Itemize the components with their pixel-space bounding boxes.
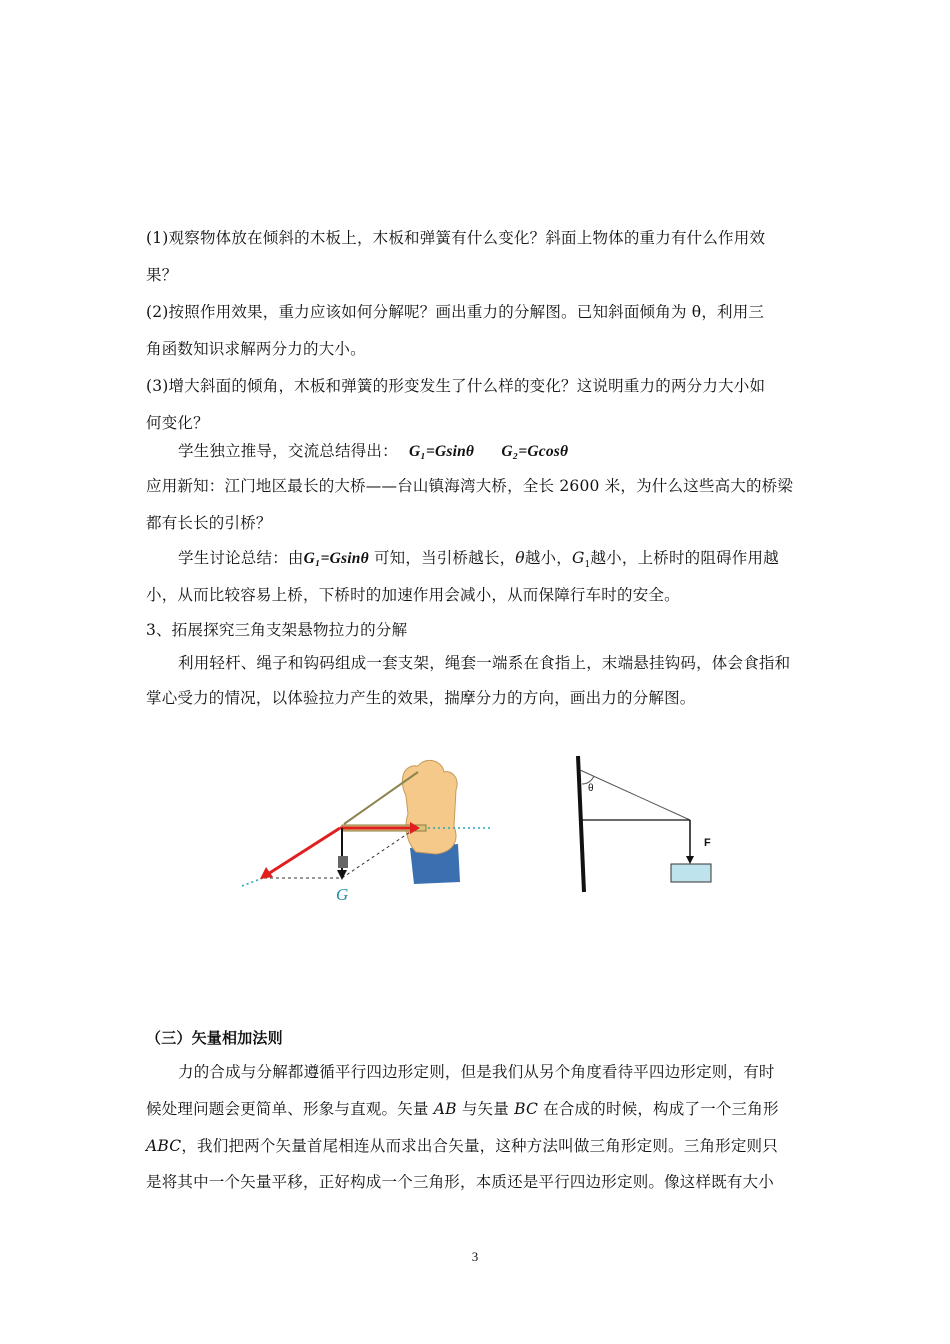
hanging-box [671,864,711,882]
vector-l2-c: 在合成的时候，构成了一个三角形 [538,1100,779,1118]
force-arrowhead [686,856,694,864]
discussion-formula: G₁=Gsinθ [303,550,369,567]
paragraph-q3-line2: 何变化？ [146,414,209,432]
discussion-mid2: 越小， [524,549,572,567]
experiment-line2: 掌心受力的情况，以体验拉力产生的效果，揣摩分力的方向，画出力的分解图。 [146,689,696,707]
vector-paragraph-line1: 力的合成与分解都遵循平行四边形定则，但是我们从另个角度看待平四边形定则，有时 [178,1063,775,1081]
vector-paragraph-line3 [146,1136,810,1156]
g-label: G [336,885,349,904]
application-line2: 都有长长的引桥？ [146,514,272,532]
hook-weight [338,856,348,868]
discussion-tail: 越小，上桥时的阻碍作用越 [590,549,779,567]
discussion-prefix: 学生讨论总结：由 [178,549,304,567]
formula-g2: G₂=Gcosθ [501,443,569,460]
paragraph-q1-line2: 果？ [146,266,178,284]
wall-bracket-figure [568,754,728,898]
vector-abc: ABC [146,1137,182,1155]
discussion-g: G [571,549,585,567]
dashed-diagonal [342,828,416,878]
paragraph-q2-line2: 角函数知识求解两分力的大小。 [146,340,366,358]
section-3-title: 3、拓展探究三角支架悬物拉力的分解 [146,621,408,639]
discussion-line1 [178,548,810,575]
vector-paragraph-line4: 是将其中一个矢量平移，正好构成一个三角形，本质还是平行四边形定则。像这样既有大小 [146,1173,775,1191]
theta-label: θ [588,783,594,794]
vector-l2-a: 候处理问题会更简单、形象与直观。矢量 [146,1100,434,1118]
vector-l2-b: 与矢量 [456,1100,515,1118]
vector-bc: BC [514,1100,539,1118]
derivation-line [178,441,810,462]
derivation-prefix: 学生独立推导，交流总结得出： [178,442,398,460]
hand-shape [402,760,457,854]
vector-paragraph-line2 [146,1099,810,1119]
vector-l3-rest: ，我们把两个矢量首尾相连从而求出合矢量，这种方法叫做三角形定则。三角形定则只 [181,1137,778,1155]
hand-bracket-figure [238,756,498,906]
page-number: 3 [471,1249,479,1264]
application-line1: 应用新知：江门地区最长的大桥——台山镇海湾大桥，全长 2600 米，为什么这些高大的桥梁 [146,477,794,495]
paragraph-q3-line1: (3)增大斜面的倾角，木板和弹簧的形变发生了什么样的变化？这说明重力的两分力大小如 [146,377,766,395]
paragraph-q1-line1: (1)观察物体放在倾斜的木板上，木板和弹簧有什么变化？斜面上物体的重力有什么作用效 [146,229,766,247]
wall-line [578,756,584,892]
discussion-line2: 小，从而比较容易上桥，下桥时的加速作用会减小，从而保障行车时的安全。 [146,586,680,604]
paragraph-q2-line1: (2)按照作用效果，重力应该如何分解呢？画出重力的分解图。已知斜面倾角为 θ，利用三 [146,303,765,321]
rope-diagonal [580,770,690,820]
discussion-theta: θ [515,549,525,567]
force-label: F [704,837,711,849]
section-heading-vector-addition: （三）矢量相加法则 [146,1029,283,1047]
vector-ab: AB [433,1100,457,1118]
formula-g1: G₁=Gsinθ [408,443,475,460]
experiment-line1: 利用轻杆、绳子和钩码组成一套支架，绳套一端系在食指上，末端悬挂钩码，体会食指和 [178,654,791,672]
discussion-mid: 可知，当引桥越长， [368,549,516,567]
discussion-g-sub: 1 [584,560,591,571]
red-arrow-diagonal [268,828,340,874]
